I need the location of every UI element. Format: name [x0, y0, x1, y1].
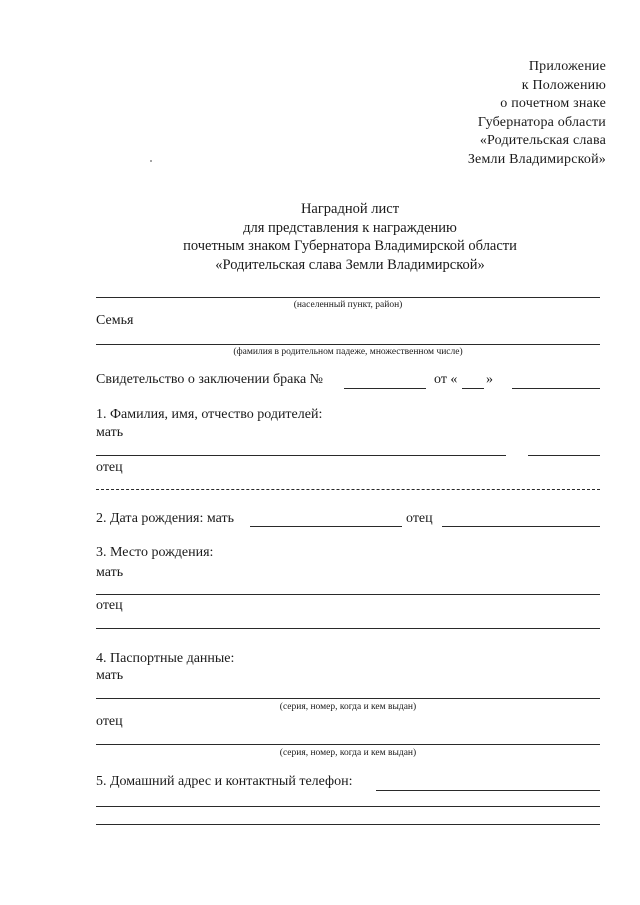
- section-5-heading: 5. Домашний адрес и контактный телефон:: [96, 774, 353, 789]
- locality-field[interactable]: [96, 297, 600, 298]
- section-4-heading: 4. Паспортные данные:: [96, 651, 235, 666]
- section-2-father-label: отец: [406, 511, 433, 526]
- father-passport-field[interactable]: [96, 744, 600, 745]
- appendix-line: к Положению: [521, 77, 606, 93]
- section-4-father-label: отец: [96, 714, 123, 729]
- mother-fio-field[interactable]: [96, 455, 506, 456]
- appendix-reference: [468, 58, 606, 169]
- father-birthplace-field[interactable]: [96, 628, 600, 629]
- mother-birthplace-field[interactable]: [96, 594, 600, 595]
- marriage-cert-number-field[interactable]: [344, 388, 426, 389]
- marriage-month-year-field[interactable]: [512, 388, 600, 389]
- locality-caption: (населенный пункт, район): [293, 300, 403, 310]
- address-field-line-3[interactable]: [96, 824, 600, 825]
- section-1-father-label: отец: [96, 460, 123, 475]
- title-line: «Родительская слава Земли Владимирской»: [215, 256, 485, 273]
- appendix-line: о почетном знаке: [500, 96, 606, 111]
- title-line: почетным знаком Губернатора Владимирской области: [183, 238, 517, 254]
- section-3-mother-label: мать: [96, 565, 124, 580]
- mother-passport-field[interactable]: [96, 698, 600, 699]
- marriage-day-field[interactable]: [462, 388, 484, 389]
- father-birthdate-field[interactable]: [442, 526, 600, 527]
- marriage-date-sep: »: [486, 372, 493, 387]
- appendix-line: «Родительская слава: [479, 133, 606, 148]
- mother-passport-caption: (серия, номер, когда и кем выдан): [279, 702, 417, 712]
- scan-speck: [150, 160, 152, 162]
- section-1-mother-label: мать: [96, 425, 124, 440]
- father-passport-caption: (серия, номер, когда и кем выдан): [279, 748, 417, 758]
- title-line: для представления к награждению: [243, 219, 457, 236]
- marriage-date-from-label: от «: [434, 372, 458, 387]
- family-label: Семья: [96, 313, 134, 328]
- section-4-mother-label: мать: [96, 668, 124, 683]
- family-name-caption: (фамилия в родительном падеже, множественном числе): [233, 347, 463, 357]
- appendix-line: Губернатора области: [477, 114, 606, 130]
- father-fio-field[interactable]: [96, 489, 600, 490]
- title-line: Наградной лист: [300, 201, 400, 217]
- mother-birthdate-field[interactable]: [250, 526, 402, 527]
- marriage-cert-label: Свидетельство о заключении брака №: [96, 372, 324, 387]
- section-2-heading: 2. Дата рождения: мать: [96, 511, 234, 526]
- mother-fio-field-end[interactable]: [528, 455, 600, 456]
- address-field-line-2[interactable]: [96, 806, 600, 807]
- document-title: [0, 200, 640, 274]
- section-1-heading: 1. Фамилия, имя, отчество родителей:: [96, 407, 323, 422]
- section-3-father-label: отец: [96, 598, 123, 613]
- family-name-field[interactable]: [96, 344, 600, 345]
- section-3-heading: 3. Место рождения:: [96, 545, 214, 560]
- appendix-line: Земли Владимирской»: [467, 151, 606, 167]
- appendix-line: Приложение: [528, 59, 606, 74]
- address-field[interactable]: [376, 790, 600, 791]
